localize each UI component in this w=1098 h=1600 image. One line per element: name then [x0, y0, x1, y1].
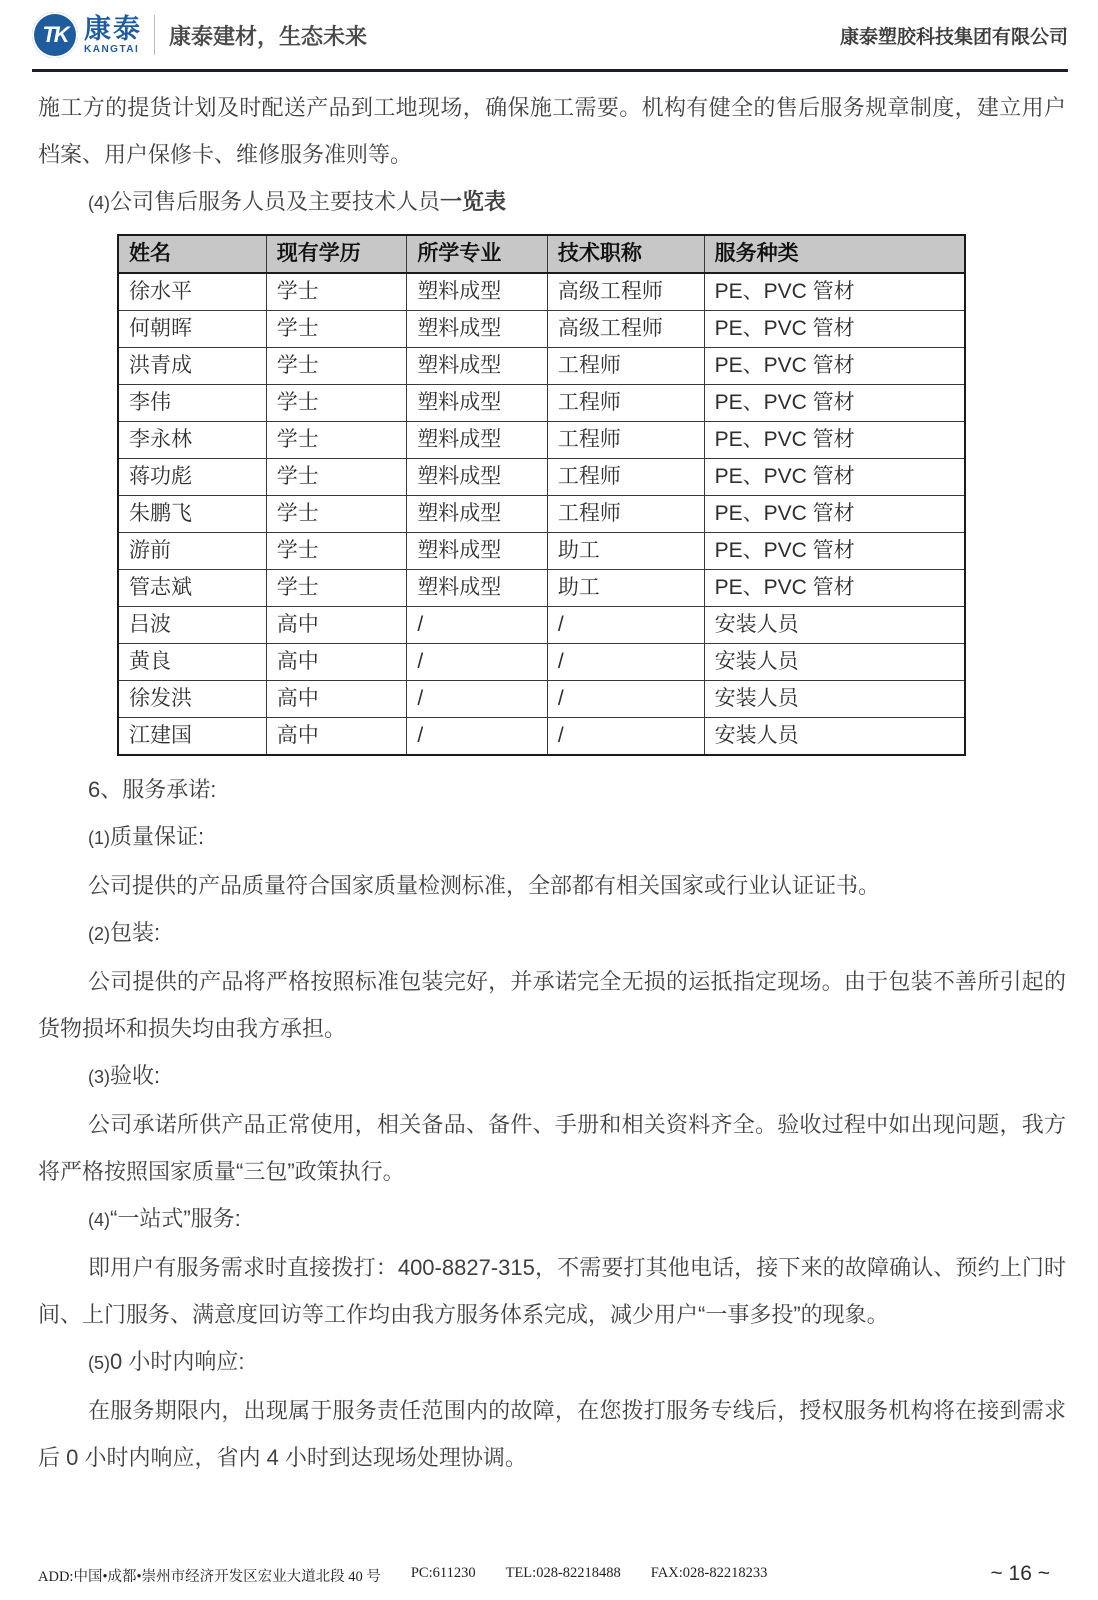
paragraph-text: 公司承诺所供产品正常使用，相关备品、备件、手册和相关资料齐全。验收过程中如出现问题，我方将严格按照国家质量“三包”政策执行。 — [38, 1112, 1066, 1184]
page-footer — [38, 1562, 1068, 1586]
paragraph-text: 公司售后服务人员及主要技术人员 — [110, 189, 441, 214]
table-cell: 工程师 — [547, 385, 704, 422]
table-cell: 工程师 — [547, 348, 704, 385]
table-cell: 蒋功彪 — [118, 459, 266, 496]
table-cell: 徐发洪 — [118, 681, 266, 718]
table-cell: / — [407, 644, 548, 681]
logo-name-cn: 康泰 — [84, 13, 142, 44]
paragraph-text: “一站式”服务: — [110, 1206, 241, 1231]
footer-address: ADD:中国•成都•崇州市经济开发区宏业大道北段 40 号 — [38, 1569, 381, 1585]
para-acceptance — [38, 1101, 1066, 1195]
logo-circle-text: TK — [42, 22, 68, 47]
table-cell: / — [547, 607, 704, 644]
body-paragraphs-after-table — [38, 766, 1066, 1481]
table-row — [118, 681, 965, 718]
table-cell: 安装人员 — [704, 644, 965, 681]
table-cell: 高级工程师 — [547, 311, 704, 348]
footer-contact-info — [38, 1565, 767, 1586]
table-header-cell: 姓名 — [118, 235, 266, 273]
para-one-stop-service — [38, 1244, 1066, 1338]
table-cell: 学士 — [266, 533, 407, 570]
table-cell: 塑料成型 — [407, 459, 548, 496]
table-cell: 塑料成型 — [407, 273, 548, 311]
table-cell: 安装人员 — [704, 718, 965, 756]
table-row — [118, 570, 965, 607]
table-cell: / — [407, 607, 548, 644]
table-cell: / — [407, 681, 548, 718]
table-cell: PE、PVC 管材 — [704, 348, 965, 385]
table-row — [118, 533, 965, 570]
table-cell: 徐水平 — [118, 273, 266, 311]
table-row — [118, 422, 965, 459]
heading-acceptance — [38, 1052, 1066, 1101]
table-cell: 学士 — [266, 385, 407, 422]
paragraph-text: 0 小时内响应: — [110, 1349, 245, 1374]
table-cell: PE、PVC 管材 — [704, 570, 965, 607]
table-cell: 江建国 — [118, 718, 266, 756]
table-cell: 学士 — [266, 422, 407, 459]
table-cell: 高中 — [266, 718, 407, 756]
table-cell: 塑料成型 — [407, 311, 548, 348]
company-tagline: 康泰建材，生态未来 — [169, 23, 368, 49]
document-body — [38, 84, 1066, 1481]
paragraph-text: 一览表 — [440, 189, 507, 214]
table-cell: / — [547, 718, 704, 756]
heading-service-commitment — [38, 766, 1066, 813]
table-cell: PE、PVC 管材 — [704, 533, 965, 570]
table-cell: 工程师 — [547, 459, 704, 496]
table-cell: / — [547, 644, 704, 681]
table-cell: 李伟 — [118, 385, 266, 422]
para-packaging — [38, 958, 1066, 1052]
table-header — [118, 235, 965, 273]
logo-name-en: KANGTAI — [84, 43, 140, 55]
table-row — [118, 718, 965, 756]
table-row — [118, 348, 965, 385]
footer-telephone: TEL:028-82218488 — [505, 1565, 621, 1581]
heading-personnel-roster — [38, 178, 1066, 227]
paragraph-text: (4) — [88, 193, 110, 213]
para-delivery-service — [38, 84, 1066, 178]
page-header — [32, 0, 1068, 72]
table-row — [118, 385, 965, 422]
table-cell: 塑料成型 — [407, 496, 548, 533]
table-row — [118, 273, 965, 311]
paragraph-text: 验收: — [110, 1063, 161, 1088]
paragraph-text: 公司提供的产品质量符合国家质量检测标准，全部都有相关国家或行业认证证书。 — [88, 873, 881, 898]
table-header-cell: 服务种类 — [704, 235, 965, 273]
table-cell: 学士 — [266, 348, 407, 385]
paragraph-text: (2) — [88, 924, 110, 944]
table-cell: PE、PVC 管材 — [704, 422, 965, 459]
table-cell: 高中 — [266, 607, 407, 644]
paragraph-text: 公司提供的产品将严格按照标准包装完好，并承诺完全无损的运抵指定现场。由于包装不善所引起的货物损坏和损失均由我方承担。 — [38, 969, 1066, 1041]
body-paragraphs-before-table — [38, 84, 1066, 227]
paragraph-text: (4) — [88, 1210, 110, 1230]
table-cell: 安装人员 — [704, 607, 965, 644]
paragraph-text: 包装: — [110, 920, 161, 945]
table-cell: 黄良 — [118, 644, 266, 681]
paragraph-text: 6、服务承诺: — [88, 777, 217, 802]
paragraph-text: 在服务期限内，出现属于服务责任范围内的故障，在您拨打服务专线后，授权服务机构将在接到需求后 0 小时内响应，省内 4 小时到达现场处理协调。 — [38, 1398, 1066, 1470]
table-cell: 安装人员 — [704, 681, 965, 718]
paragraph-text: (1) — [88, 828, 110, 848]
table-header-cell: 所学专业 — [407, 235, 548, 273]
table-cell: 李永林 — [118, 422, 266, 459]
table-cell: 塑料成型 — [407, 348, 548, 385]
table-cell: 塑料成型 — [407, 533, 548, 570]
paragraph-text: 质量保证: — [110, 824, 205, 849]
table-cell: PE、PVC 管材 — [704, 273, 965, 311]
footer-fax: FAX:028-82218233 — [650, 1565, 768, 1581]
table-cell: 学士 — [266, 570, 407, 607]
footer-postcode: PC:611230 — [410, 1565, 476, 1581]
table-cell: 游前 — [118, 533, 266, 570]
table-cell: 朱鹏飞 — [118, 496, 266, 533]
paragraph-text: (3) — [88, 1067, 110, 1087]
table-cell: PE、PVC 管材 — [704, 496, 965, 533]
table-cell: 高中 — [266, 681, 407, 718]
company-name: 康泰塑胶科技集团有限公司 — [839, 26, 1068, 48]
table-cell: 高中 — [266, 644, 407, 681]
heading-response-time — [38, 1338, 1066, 1387]
table-cell: 吕波 — [118, 607, 266, 644]
table-cell: 学士 — [266, 459, 407, 496]
table-cell: 高级工程师 — [547, 273, 704, 311]
table-cell: / — [407, 718, 548, 756]
table-body — [118, 273, 965, 755]
paragraph-text: 即用户有服务需求时直接拨打：400-8827-315，不需要打其他电话，接下来的故障确认、预约上门时间、上门服务、满意度回访等工作均由我方服务体系完成，减少用户“一事多投”的现象。 — [38, 1255, 1066, 1327]
para-response-time — [38, 1387, 1066, 1481]
table-cell: 学士 — [266, 273, 407, 311]
table-header-cell: 现有学历 — [266, 235, 407, 273]
table-cell: PE、PVC 管材 — [704, 385, 965, 422]
table-cell: 塑料成型 — [407, 570, 548, 607]
heading-one-stop-service — [38, 1195, 1066, 1244]
table-row — [118, 607, 965, 644]
heading-quality-guarantee — [38, 813, 1066, 862]
logo-wordmark — [84, 13, 142, 55]
table-cell: 塑料成型 — [407, 385, 548, 422]
personnel-roster-table — [117, 234, 966, 756]
table-row — [118, 644, 965, 681]
page-number: ~ 16 ~ — [990, 1562, 1050, 1585]
table-cell: 学士 — [266, 496, 407, 533]
table-cell: 工程师 — [547, 496, 704, 533]
table-cell: 洪青成 — [118, 348, 266, 385]
table-cell: 管志斌 — [118, 570, 266, 607]
header-left — [32, 12, 367, 58]
table-row — [118, 459, 965, 496]
paragraph-text: (5) — [88, 1353, 110, 1373]
kangtai-logo — [32, 12, 142, 58]
table-cell: 何朝晖 — [118, 311, 266, 348]
table-cell: 学士 — [266, 311, 407, 348]
heading-packaging — [38, 909, 1066, 958]
tk-logo-icon — [32, 12, 78, 58]
table-cell: 塑料成型 — [407, 422, 548, 459]
table-header-cell: 技术职称 — [547, 235, 704, 273]
table-row — [118, 311, 965, 348]
table-cell: PE、PVC 管材 — [704, 459, 965, 496]
table-cell: 助工 — [547, 570, 704, 607]
table-cell: 工程师 — [547, 422, 704, 459]
table-cell: / — [547, 681, 704, 718]
para-quality-guarantee — [38, 862, 1066, 909]
table-cell: 助工 — [547, 533, 704, 570]
paragraph-text: 施工方的提货计划及时配送产品到工地现场，确保施工需要。机构有健全的售后服务规章制度，建立用户档案、用户保修卡、维修服务准则等。 — [38, 95, 1066, 167]
table-cell: PE、PVC 管材 — [704, 311, 965, 348]
table-header-row — [118, 235, 965, 273]
header-vertical-divider — [154, 15, 155, 55]
table-row — [118, 496, 965, 533]
